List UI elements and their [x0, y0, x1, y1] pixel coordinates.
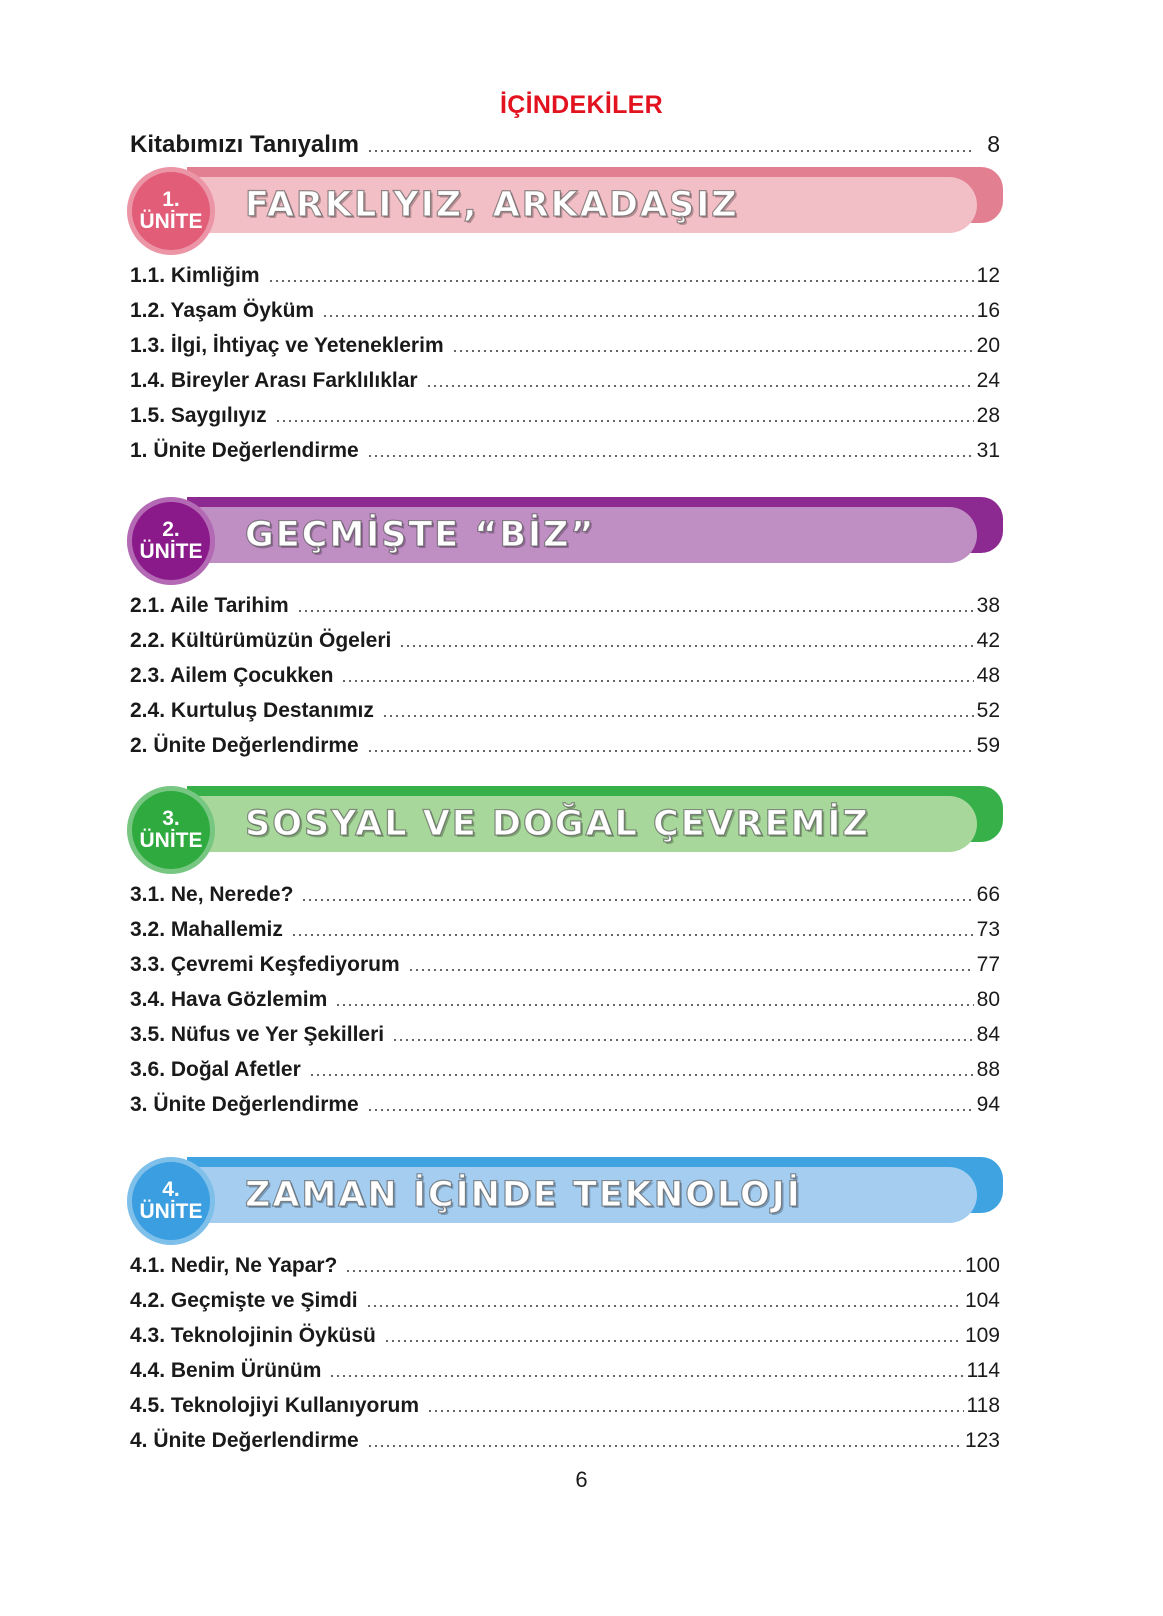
page-title: İÇİNDEKİLER: [499, 91, 664, 119]
dot-leader: [426, 385, 974, 387]
dot-leader: [329, 1375, 963, 1377]
dot-leader: [297, 610, 974, 612]
toc-entry-label: 1.3. İlgi, İhtiyaç ve Yeteneklerim: [130, 334, 444, 357]
toc-entry-label: 3.2. Mahallemiz: [130, 918, 283, 941]
unit-word: ÜNİTE: [139, 540, 203, 563]
dot-leader: [408, 969, 974, 971]
toc-entry-label: 3.4. Hava Gözlemim: [130, 988, 328, 1011]
toc-entry-page: 42: [976, 629, 1000, 652]
dot-leader: [384, 1340, 962, 1342]
toc-entry-page: 104: [964, 1289, 1000, 1312]
toc-entry-label: 2.4. Kurtuluş Destanımız: [130, 699, 374, 722]
unit-number: 1.: [162, 188, 180, 211]
toc-entry[interactable]: [130, 1092, 1000, 1118]
toc-entry[interactable]: [130, 438, 1000, 464]
toc-entry-label: 3.5. Nüfus ve Yer Şekilleri: [130, 1023, 385, 1046]
unit-number-badge: [127, 786, 215, 874]
dot-leader: [452, 350, 974, 352]
toc-entry[interactable]: [130, 333, 1000, 359]
dot-leader: [301, 899, 973, 901]
unit-number-badge: [127, 497, 215, 585]
toc-entry-page: 52: [976, 699, 1000, 722]
toc-entry-page: 8: [987, 131, 1000, 157]
unit-title: SOSYAL VE DOĞAL ÇEVREMİZ: [245, 804, 870, 844]
toc-entry[interactable]: [130, 882, 1000, 908]
toc-entry-label: 1.4. Bireyler Arası Farklılıklar: [130, 369, 418, 392]
toc-entry-label: 2.2. Kültürümüzün Ögeleri: [130, 629, 392, 652]
toc-entry[interactable]: [130, 663, 1000, 689]
toc-entry[interactable]: [130, 917, 1000, 943]
toc-entry[interactable]: [130, 1323, 1000, 1349]
toc-entry[interactable]: [130, 403, 1000, 429]
toc-entry-label: 3. Ünite Değerlendirme: [130, 1093, 359, 1116]
dot-leader: [367, 1109, 974, 1111]
toc-entry-label: 4.2. Geçmişte ve Şimdi: [130, 1289, 358, 1312]
toc-entry-label: 1.5. Saygılıyız: [130, 404, 267, 427]
dot-leader: [268, 280, 974, 282]
toc-entry-page: 12: [976, 264, 1000, 287]
dot-leader: [291, 934, 974, 936]
toc-entry-page: 123: [964, 1429, 1000, 1452]
toc-entry[interactable]: [130, 1428, 1000, 1454]
toc-entry-page: 20: [976, 334, 1000, 357]
toc-entry-page: 94: [976, 1093, 1000, 1116]
unit-word: ÜNİTE: [139, 210, 203, 233]
unit-banner-1: [127, 167, 1003, 251]
toc-entry[interactable]: [130, 628, 1000, 654]
toc-entry[interactable]: [130, 298, 1000, 324]
toc-entry[interactable]: [130, 263, 1000, 289]
toc-entry-page: 77: [976, 953, 1000, 976]
dot-leader: [367, 1445, 962, 1447]
unit-word: ÜNİTE: [139, 829, 203, 852]
toc-entry-page: 80: [976, 988, 1000, 1011]
dot-leader: [345, 1270, 962, 1272]
page-number: 6: [575, 1467, 588, 1492]
toc-entry[interactable]: [130, 593, 1000, 619]
toc-entry-page: 73: [976, 918, 1000, 941]
toc-entry[interactable]: [130, 1057, 1000, 1083]
toc-entry-label: 4.3. Teknolojinin Öyküsü: [130, 1324, 376, 1347]
dot-leader: [392, 1039, 974, 1041]
toc-entry-label: 3.3. Çevremi Keşfediyorum: [130, 953, 400, 976]
unit-banner-2: [127, 497, 1003, 581]
dot-leader: [322, 315, 974, 317]
dot-leader: [367, 750, 974, 752]
unit-number-badge: [127, 167, 215, 255]
toc-entry[interactable]: [130, 698, 1000, 724]
dot-leader: [309, 1074, 974, 1076]
toc-entry[interactable]: [130, 1393, 1000, 1419]
toc-entry-page: 59: [976, 734, 1000, 757]
toc-entry-label: 4.4. Benim Ürünüm: [130, 1359, 322, 1382]
toc-entry-page: 38: [976, 594, 1000, 617]
toc-entry-page: 88: [976, 1058, 1000, 1081]
toc-entry[interactable]: [130, 1253, 1000, 1279]
toc-entry-label: 2.3. Ailem Çocukken: [130, 664, 334, 687]
toc-entry[interactable]: [130, 987, 1000, 1013]
toc-entry-intro[interactable]: [130, 129, 1000, 160]
toc-entry-label: 4.1. Nedir, Ne Yapar?: [130, 1254, 338, 1277]
dot-leader: [335, 1004, 973, 1006]
toc-entry[interactable]: [130, 733, 1000, 759]
unit-title: ZAMAN İÇİNDE TEKNOLOJİ: [245, 1175, 802, 1215]
dot-leader: [399, 645, 973, 647]
toc-entry-label: 2.1. Aile Tarihim: [130, 594, 289, 617]
toc-entry-label: 2. Ünite Değerlendirme: [130, 734, 359, 757]
toc-entry-label: 3.6. Doğal Afetler: [130, 1058, 301, 1081]
unit-title: GEÇMİŞTE “BİZ”: [245, 515, 596, 555]
toc-entry-page: 48: [976, 664, 1000, 687]
toc-entry-label: Kitabımızı Tanıyalım: [130, 131, 359, 158]
toc-entry-label: 1.2. Yaşam Öyküm: [130, 299, 315, 322]
toc-entry-page: 114: [966, 1359, 1000, 1382]
unit-number: 4.: [162, 1178, 180, 1201]
toc-entry-page: 31: [976, 439, 1000, 462]
dot-leader: [366, 1305, 962, 1307]
unit-number: 2.: [162, 518, 180, 541]
unit-number-badge: [127, 1157, 215, 1245]
toc-entry-page: 118: [966, 1394, 1000, 1417]
toc-entry[interactable]: [130, 1022, 1000, 1048]
toc-entry-label: 4.5. Teknolojiyi Kullanıyorum: [130, 1394, 420, 1417]
toc-entry-page: 24: [976, 369, 1000, 392]
toc-entry-page: 28: [976, 404, 1000, 427]
unit-title: FARKLIYIZ, ARKADAŞIZ: [245, 185, 739, 225]
dot-leader: [427, 1410, 964, 1412]
toc-entry-page: 84: [976, 1023, 1000, 1046]
toc-entry[interactable]: [130, 952, 1000, 978]
unit-number: 3.: [162, 807, 180, 830]
toc-entry-page: 109: [964, 1324, 1000, 1347]
dot-leader: [367, 455, 974, 457]
dot-leader: [341, 680, 973, 682]
toc-entry-page: 16: [976, 299, 1000, 322]
toc-entry[interactable]: [130, 1288, 1000, 1314]
dot-leader: [275, 420, 974, 422]
toc-entry-label: 4. Ünite Değerlendirme: [130, 1429, 359, 1452]
toc-entry[interactable]: [130, 1358, 1000, 1384]
unit-banner-3: [127, 786, 1003, 870]
unit-word: ÜNİTE: [139, 1200, 203, 1223]
toc-entry-page: 66: [976, 883, 1000, 906]
toc-entry-page: 100: [964, 1254, 1000, 1277]
toc-entry-label: 1.1. Kimliğim: [130, 264, 260, 287]
unit-banner-4: [127, 1157, 1003, 1241]
toc-entry[interactable]: [130, 368, 1000, 394]
dot-leader: [382, 715, 974, 717]
toc-entry-label: 3.1. Ne, Nerede?: [130, 883, 294, 906]
toc-entry-label: 1. Ünite Değerlendirme: [130, 439, 359, 462]
dot-leader: [367, 150, 973, 152]
